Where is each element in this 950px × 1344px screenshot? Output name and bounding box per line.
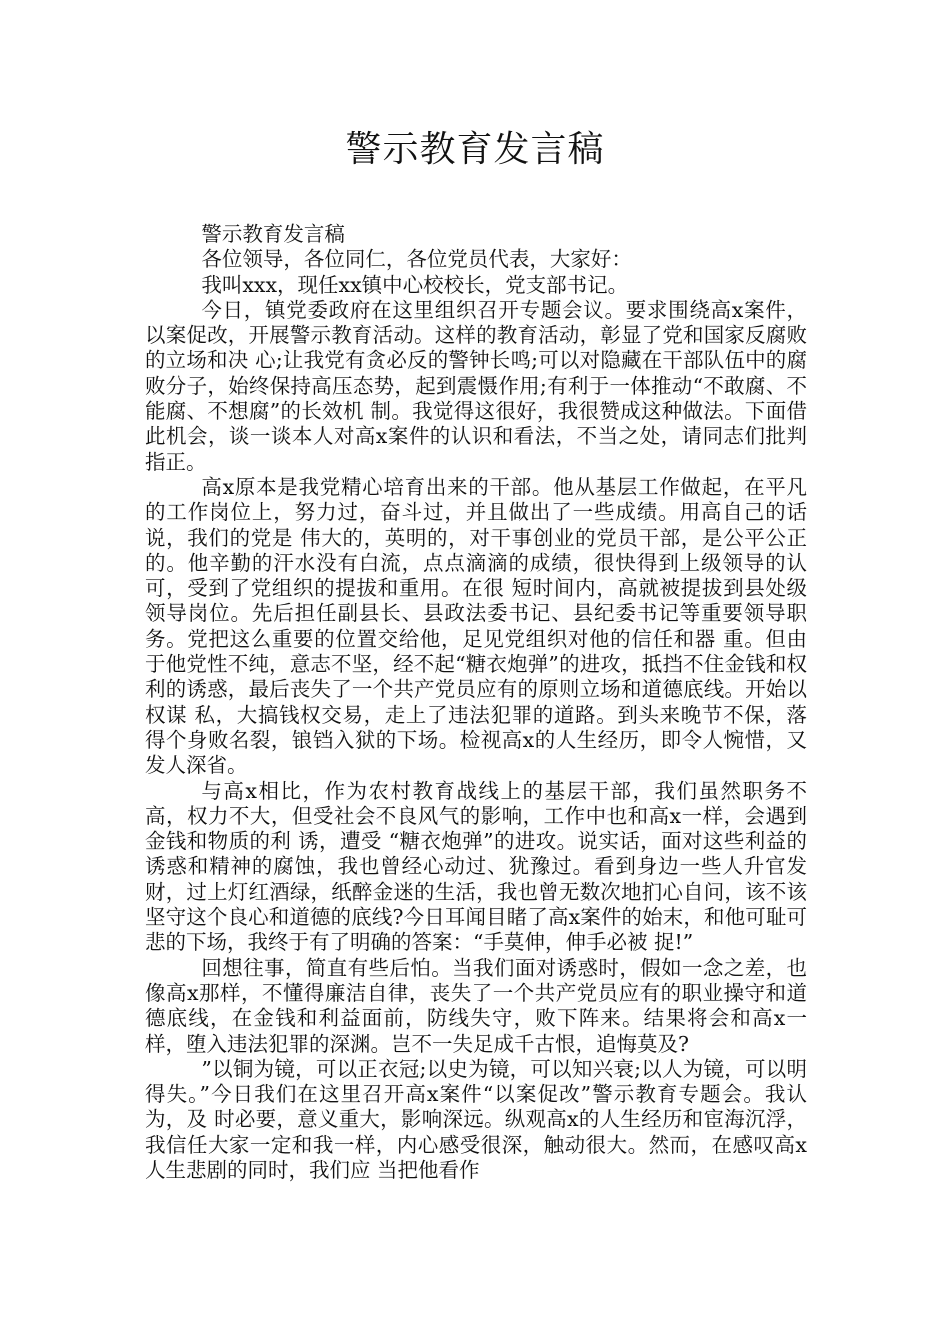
paragraph-meeting-purpose: 今日，镇党委政府在这里组织召开专题会议。要求围绕高x案件，以案促改，开展警示教育活动。这样的教育活动，彰显了党和国家反腐败的立场和决 心;让我党有贪必反的警钟长鸣;可以对隐藏在干部队伍中的腐败分子，始终保持高压态势，起到震慑作用;有利于一体推动“不敢腐、不能腐、不想腐”的长效机 制。我觉得这很好，我很赞成这种做法。下面借此机会，谈一谈本人对高x案件的认识和看法，不当之处，请同志们批判指正。 xyxy=(145,297,807,474)
document-title: 警示教育发言稿 xyxy=(345,129,605,170)
paragraph-mirror-quote: ”以铜为镜，可以正衣冠;以史为镜，可以知兴衰;以人为镜，可以明得失。”今日我们在这里召开高x案件“以案促改”警示教育专题会。我认为，及 时必要，意义重大，影响深远。纵观高x的人生经历和宦海沉浮，我信任大家一定和我一样，内心感受很深，触动很大。然而，在感叹高x人生悲剧的同时，我们应 当把他看作 xyxy=(145,1056,807,1182)
paragraph-lesson: 回想往事，简直有些后怕。当我们面对诱惑时，假如一念之差，也像高x那样，不懂得廉洁自律，丧失了一个共产党员应有的职业操守和道德底线，在金钱和利益面前，防线失守，败下阵来。结果将会和高x一样，堕入违法犯罪的深渊。岂不一失足成千古恨，追悔莫及? xyxy=(145,955,807,1056)
paragraph-greeting: 各位领导，各位同仁，各位党员代表，大家好： xyxy=(201,247,632,272)
paragraph-self-reflection: 与高x相比，作为农村教育战线上的基层干部，我们虽然职务不高，权力不大，但受社会不良风气的影响，工作中也和高x一样，会遇到金钱和物质的利 诱，遭受 “糖衣炮弹”的进攻。说实话，面对这些利益的诱惑和精神的腐蚀，我也曾经心动过、犹豫过。看到身边一些人升官发财，过上灯红酒绿，纸醉金迷的生活，我也曾无数次地扪心自问，该不该坚守这个良心和道德的底线?今日耳闻目睹了高x案件的始末，和他可耻可悲的下场，我终于有了明确的答案：“手莫伸，伸手必被 捉!” xyxy=(145,778,807,955)
paragraph-case-background: 高x原本是我党精心培育出来的干部。他从基层工作做起，在平凡的工作岗位上，努力过，奋斗过，并且做出了一些成绩。用高自己的话说，我们的党是 伟大的，英明的，对干事创业的党员干部，是公平公正的。他辛勤的汗水没有白流，点点滴滴的成绩，很快得到上级领导的认可，受到了党组织的提拔和重用。在很 短时间内，高就被提拔到县处级领导岗位。先后担任副县长、县政法委书记、县纪委书记等重要领导职务。党把这么重要的位置交给他，足见党组织对他的信任和器 重。但由于他党性不纯，意志不坚，经不起“糖衣炮弹”的进攻，抵挡不住金钱和权利的诱惑，最后丧失了一个共产党员应有的原则立场和道德底线。开始以权谋 私，大搞钱权交易，走上了违法犯罪的道路。到头来晚节不保，落得个身败名裂，锒铛入狱的下场。检视高x的人生经历，即令人惋惜，又发人深省。 xyxy=(145,474,807,778)
document-body xyxy=(145,222,807,1183)
paragraph-introduction: 我叫xxx，现任xx镇中心校校长，党支部书记。 xyxy=(201,272,629,297)
paragraph-heading: 警示教育发言稿 xyxy=(201,222,345,246)
